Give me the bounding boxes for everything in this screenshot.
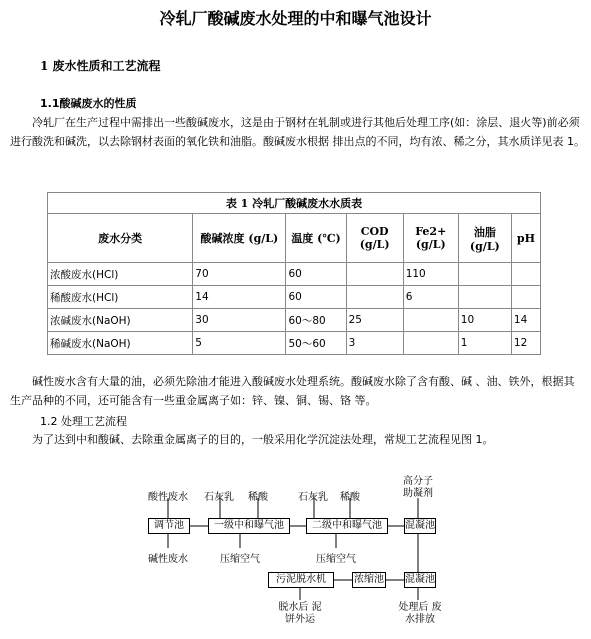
- coagulation-tank-2-box: 混凝池: [404, 572, 436, 588]
- water-quality-table: [47, 192, 541, 355]
- process-flow-diagram: [130, 466, 450, 636]
- table-cell: 110: [403, 263, 458, 286]
- table-cell: 60～80: [286, 309, 346, 332]
- secondary-neutralization-box: 二级中和曝气池: [306, 518, 388, 534]
- table-header: 油脂 (g/L): [458, 214, 511, 263]
- table-header: pH: [511, 214, 540, 263]
- table-cell: 稀酸废水(HCl): [48, 286, 193, 309]
- section-heading-1-1: 1.1酸碱废水的性质: [40, 97, 137, 110]
- table-cell: 60: [286, 263, 346, 286]
- table-cell: 稀碱废水(NaOH): [48, 332, 193, 355]
- table-cell: [458, 263, 511, 286]
- table-cell: 10: [458, 309, 511, 332]
- diagram-label: 高分子 助凝剂: [403, 476, 433, 499]
- diagram-label: 压缩空气: [316, 554, 356, 565]
- table-cell: [458, 286, 511, 309]
- table-cell: 25: [346, 309, 403, 332]
- section-heading-1-2: 1.2 处理工艺流程: [40, 415, 127, 428]
- table-cell: 60: [286, 286, 346, 309]
- table-cell: 浓酸废水(HCl): [48, 263, 193, 286]
- table-cell: 浓碱废水(NaOH): [48, 309, 193, 332]
- table-header: 酸碱浓度 (g/L): [193, 214, 286, 263]
- table-cell: [403, 332, 458, 355]
- diagram-label: 碱性废水: [148, 554, 188, 565]
- diagram-label: 压缩空气: [220, 554, 260, 565]
- page-title: 冷轧厂酸碱废水处理的中和曝气池设计: [159, 9, 432, 28]
- table-cell: [511, 263, 540, 286]
- paragraph-3: 为了达到中和酸碱、去除重金属离子的目的，一般采用化学沉淀法处理，常规工艺流程见图 1。: [32, 433, 494, 446]
- table-cell: [511, 286, 540, 309]
- table-header: COD (g/L): [346, 214, 403, 263]
- adjustment-tank-box: 调节池: [148, 518, 190, 534]
- table-row: [48, 286, 541, 309]
- table-cell: 5: [193, 332, 286, 355]
- diagram-label: 石灰乳: [298, 492, 328, 503]
- primary-neutralization-box: 一级中和曝气池: [208, 518, 290, 534]
- table-cell: 50～60: [286, 332, 346, 355]
- table-cell: [346, 263, 403, 286]
- table-cell: [346, 286, 403, 309]
- section-heading-1: 1 废水性质和工艺流程: [40, 59, 161, 73]
- diagram-label: 脱水后 泥饼外运: [278, 602, 322, 625]
- table-header: Fe2+ (g/L): [403, 214, 458, 263]
- paragraph-1: 冷轧厂在生产过程中需排出一些酸碱废水，这是由于钢材在轧制或进行其他后处理工序(如：涂层、退火等)前必须进行酸洗和碱洗，以去除钢材表面的氧化铁和油脂。酸碱废水根据 排出点的不同，均有浓、稀之分，其水质详见表 1。: [10, 116, 585, 148]
- diagram-label: 稀酸: [248, 492, 268, 503]
- sludge-dewatering-box: 污泥脱水机: [268, 572, 334, 588]
- table-header: 温度 (℃): [286, 214, 346, 263]
- table-cell: 30: [193, 309, 286, 332]
- diagram-label: 处理后 废水排放: [398, 602, 442, 625]
- table-cell: 70: [193, 263, 286, 286]
- coagulation-tank-box: 混凝池: [404, 518, 436, 534]
- table-row: [48, 309, 541, 332]
- table-cell: 6: [403, 286, 458, 309]
- table-header: 废水分类: [48, 214, 193, 263]
- table-cell: 14: [511, 309, 540, 332]
- diagram-label: 石灰乳: [204, 492, 234, 503]
- diagram-label: 酸性废水: [148, 492, 188, 503]
- thickening-tank-box: 浓缩池: [352, 572, 386, 588]
- table-row: [48, 263, 541, 286]
- table-cell: [403, 309, 458, 332]
- table-cell: 3: [346, 332, 403, 355]
- paragraph-2: 碱性废水含有大量的油，必须先除油才能进入酸碱废水处理系统。酸碱废水除了含有酸、碱 、油、铁外，根据其生产品种的不同，还可能含有一些重金属离子如：锌、镍、铜、锡、铬 等。: [10, 375, 575, 407]
- table-cell: 14: [193, 286, 286, 309]
- diagram-label: 稀酸: [340, 492, 360, 503]
- table-row: [48, 332, 541, 355]
- table-cell: 1: [458, 332, 511, 355]
- table-caption: 表 1 冷轧厂酸碱废水水质表: [48, 193, 541, 214]
- table-cell: 12: [511, 332, 540, 355]
